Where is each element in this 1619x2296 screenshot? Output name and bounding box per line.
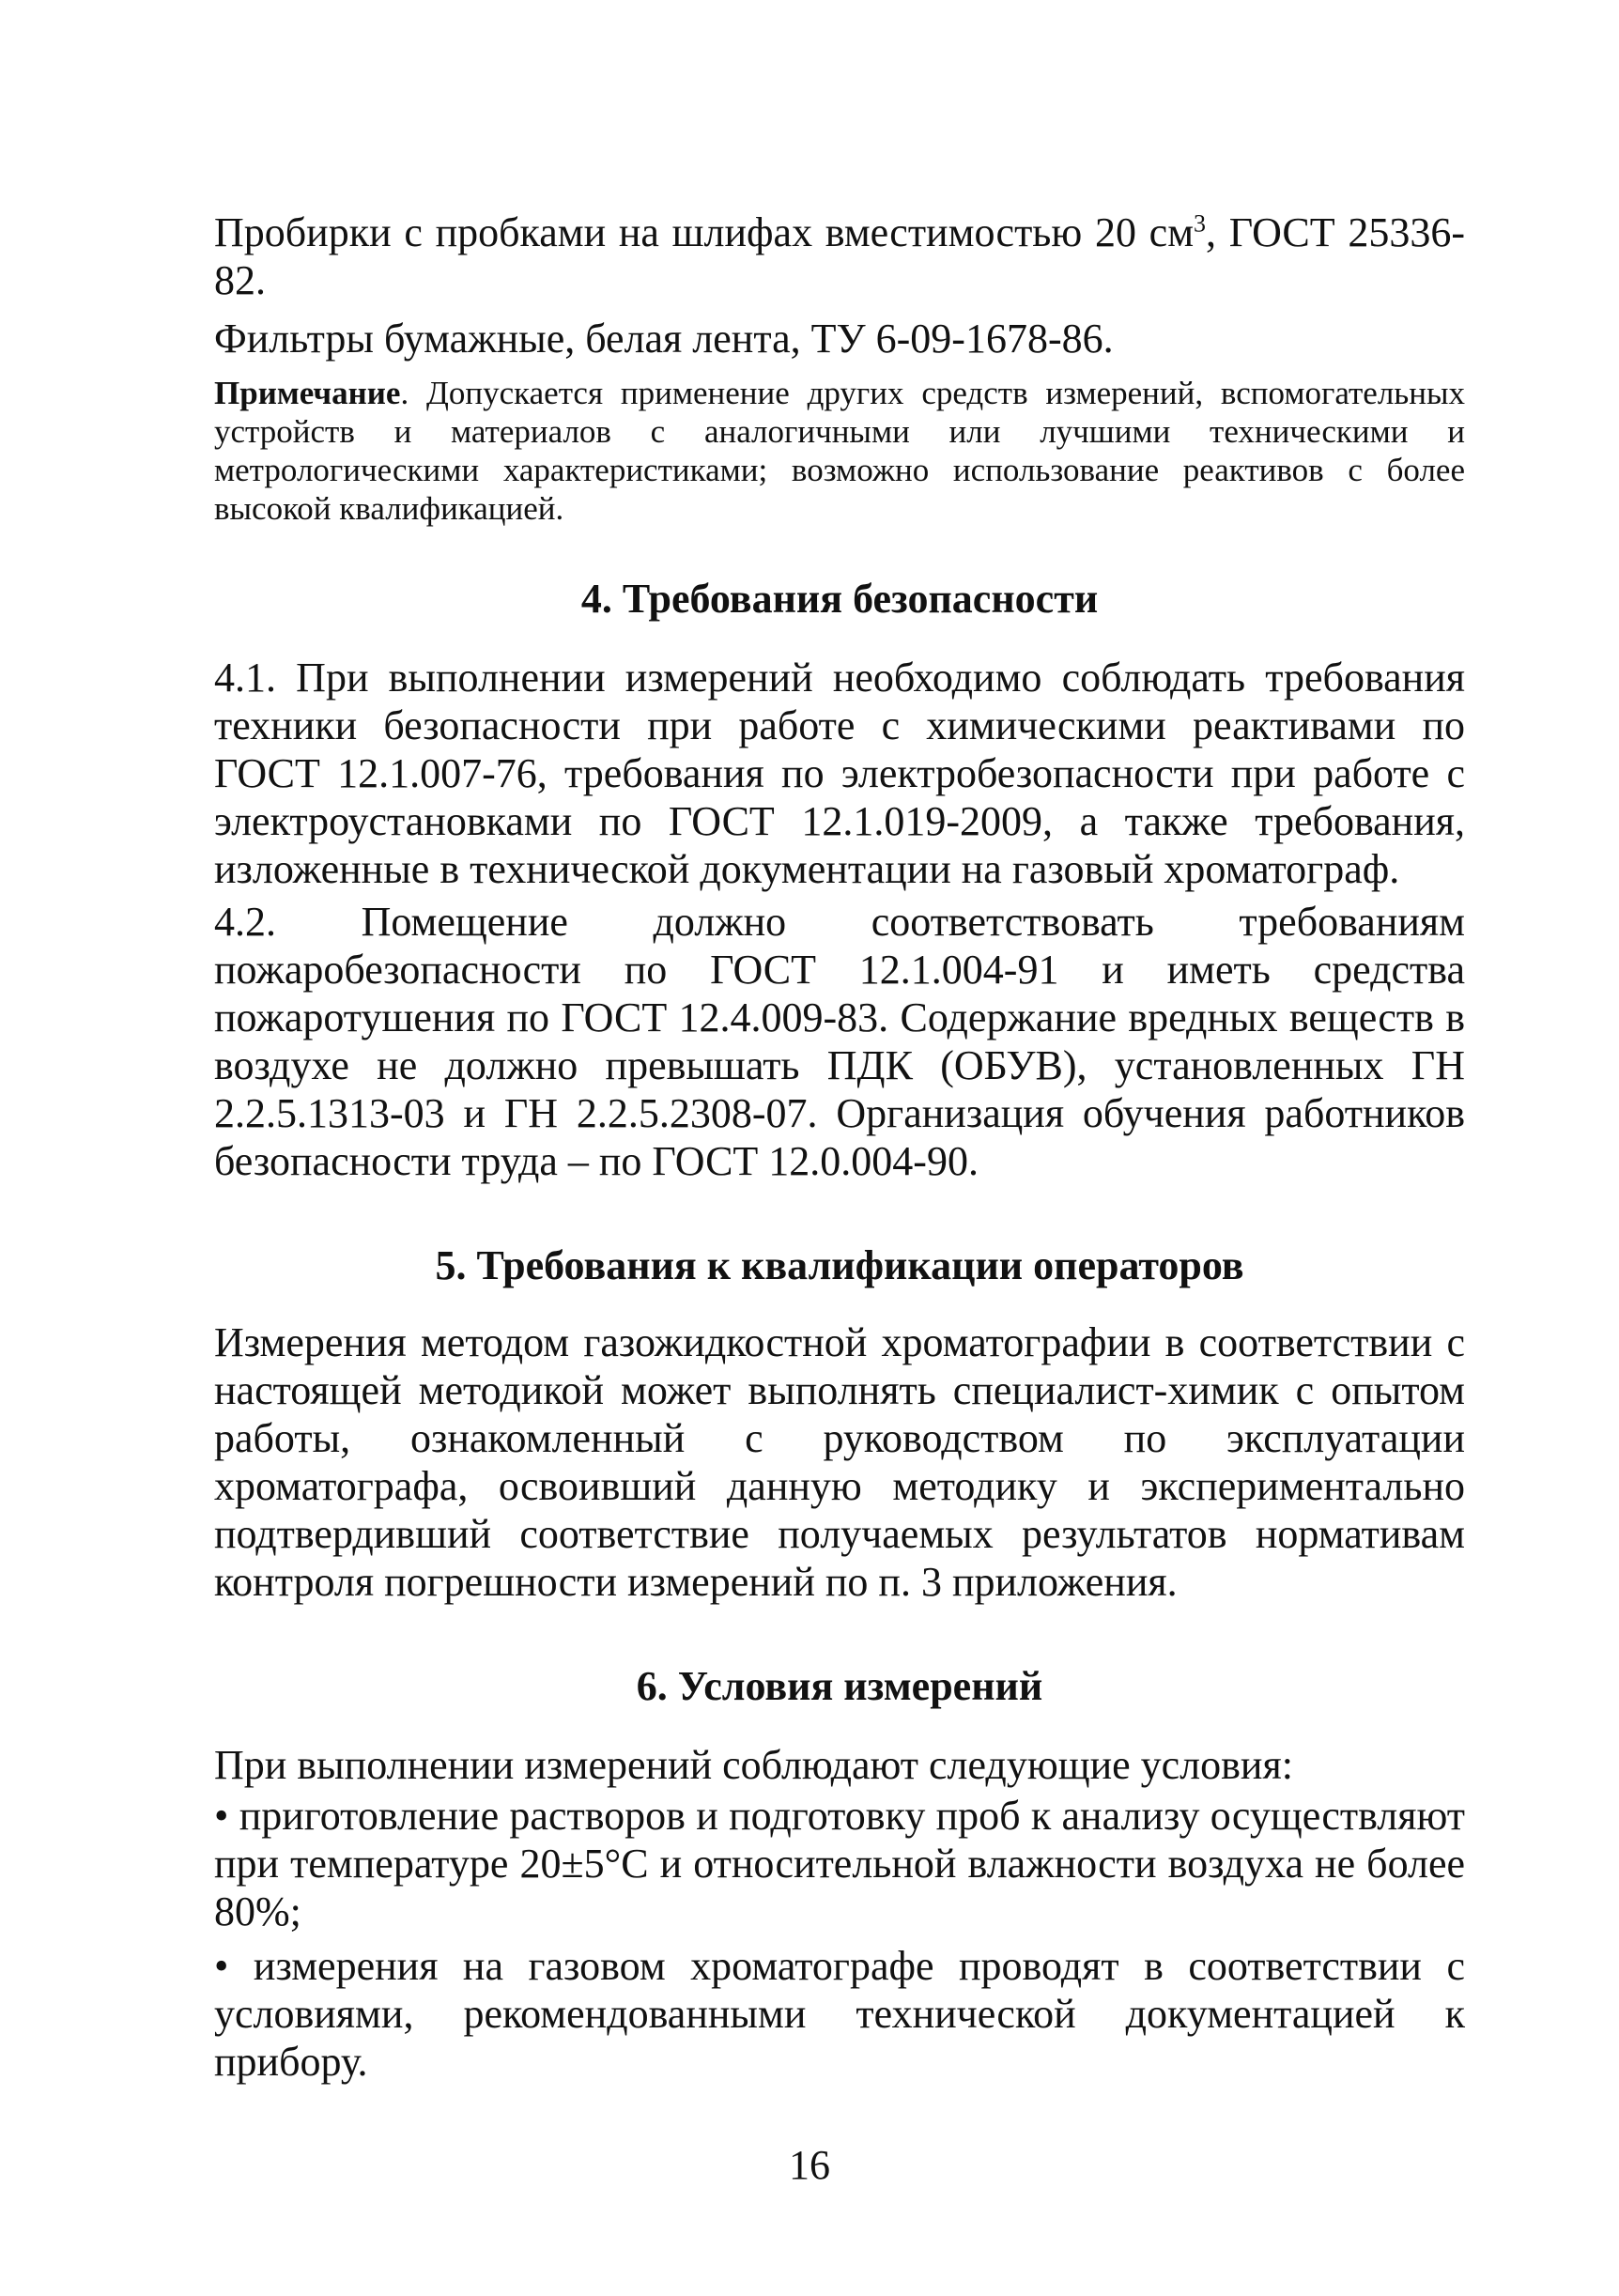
section4-heading-block (214, 575, 1465, 623)
section6-bullet2: • измерения на газовом хроматографе проводят в соответствии с условиями, рекомендованными технической документацией к прибору. (214, 1943, 1465, 2085)
tubes-superscript: 3 (1194, 209, 1207, 238)
section4-title: 4. Требования безопасности (580, 576, 1099, 622)
section5-heading-block (214, 1241, 1465, 1289)
tubes-paragraph (214, 208, 1465, 304)
section6-title: 6. Условия измерений (636, 1663, 1043, 1709)
section6-bullet1: • приготовление растворов и подготовку проб к анализу осуществляют при температуре 20±5°С и относительной влажности воздуха не более 80%; (214, 1793, 1465, 1934)
section5-paragraph (214, 1318, 1465, 1606)
note-paragraph (214, 374, 1465, 528)
section4-p2: 4.2. Помещение должно соответствовать требованиям пожаробезопасности по ГОСТ 12.1.004-91 и иметь средства пожаротушения по ГОСТ 12.4.009-83. Содержание вредных веществ в воздухе не должно превышать ПДК (ОБУВ), установленных ГН 2.2.5.1313-03 и ГН 2.2.5.2308-07. Организация обучения работников безопасности труда – по ГОСТ 12.0.004-90. (214, 899, 1465, 1184)
note-text: . Допускается применение других средств измерений, вспомогательных устройств и материалов с аналогичными или лучшими техническими и метрологическими характеристиками; возможно использование реактивов с более высокой квалификацией. (214, 375, 1465, 527)
note-label: Примечание (214, 375, 401, 411)
section4-p1: 4.1. При выполнении измерений необходимо соблюдать требования техники безопасности при работе с химическими реактивами по ГОСТ 12.1.007-76, требования по электробезопасности при работе с электроустановками по ГОСТ 12.1.019-2009, а также требования, изложенные в технической документации на газовый хроматограф. (214, 655, 1465, 892)
section5-p1: Измерения методом газожидкостной хроматографии в соответствии с настоящей методикой может выполнять специалист-химик с опытом работы, ознакомленный с руководством по эксплуатации хроматографа, освоивший данную методику и экспериментально подтвердивший соответствие получаемых результатов нормативам контроля погрешности измерений по п. 3 приложения. (214, 1319, 1465, 1605)
section6-bullet2-block (214, 1942, 1465, 2086)
section6-bullet1-block (214, 1792, 1465, 1935)
filters-paragraph (214, 315, 1465, 362)
page-number: 16 (789, 2142, 830, 2188)
tubes-line (214, 208, 1465, 304)
section6-intro: При выполнении измерений соблюдают следующие условия: (214, 1742, 1293, 1788)
note (214, 374, 1465, 528)
tubes-text: Пробирки с пробками на шлифах вместимостью 20 см (214, 209, 1195, 255)
tubes-text-tail: , ГОСТ 25336-82. (214, 209, 1466, 303)
section4-paragraph2 (214, 898, 1465, 1185)
section5-title: 5. Требования к квалификации операторов (435, 1242, 1244, 1288)
section4-paragraph1 (214, 654, 1465, 893)
filters-line: Фильтры бумажные, белая лента, ТУ 6-09-1678-86. (214, 316, 1114, 362)
section6-heading-block (214, 1662, 1465, 1710)
section6-intro-block (214, 1741, 1465, 1789)
